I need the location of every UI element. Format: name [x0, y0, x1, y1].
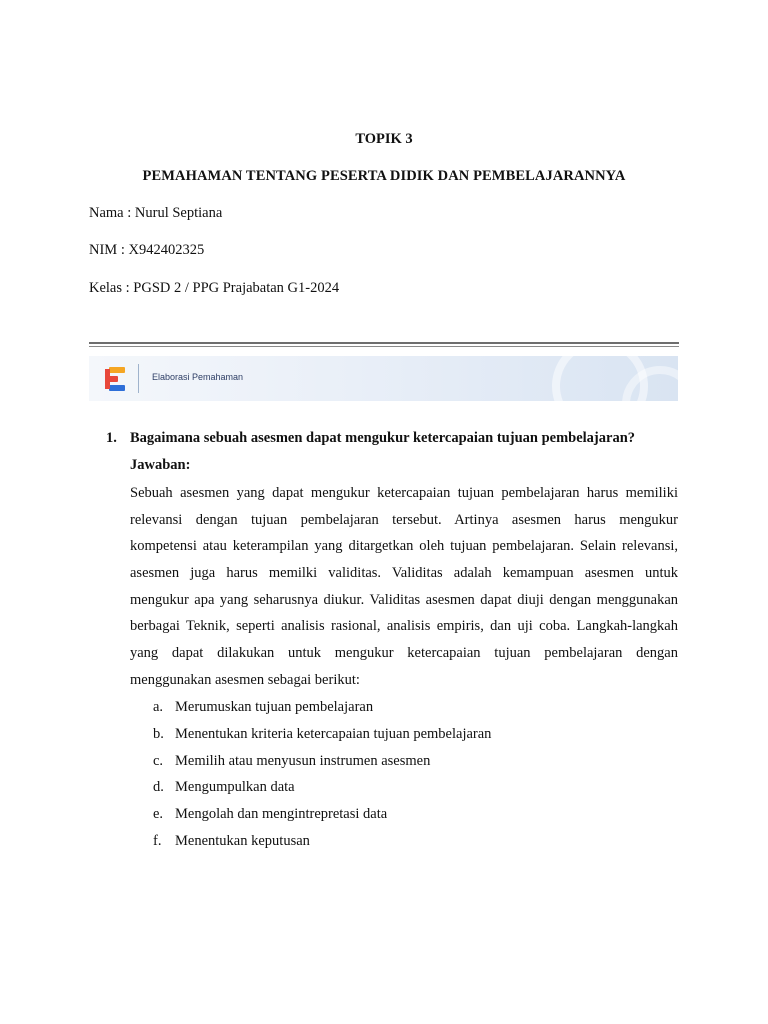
answer-line: berbagai Teknik, seperti analisis rasional, analisis empiris, dan uji coba. Langkah-langkah	[130, 618, 678, 635]
list-item	[153, 774, 491, 801]
steps-list	[153, 694, 491, 855]
question-number: 1.	[106, 430, 117, 446]
e-logo-icon	[105, 367, 125, 391]
list-item-text: Menentukan kriteria ketercapaian tujuan pembelajaran	[175, 725, 492, 742]
divider-thin	[89, 346, 679, 347]
answer-label: Jawaban:	[130, 457, 191, 473]
list-item-text: Merumuskan tujuan pembelajaran	[175, 699, 374, 715]
list-marker: b.	[153, 725, 164, 742]
list-item-text: Mengumpulkan data	[175, 779, 295, 796]
answer-line: asesmen juga harus memilki validitas. Validitas adalah kemampuan asesmen untuk	[130, 565, 678, 582]
student-name: Nama : Nurul Septiana	[89, 205, 223, 221]
student-class: Kelas : PGSD 2 / PPG Prajabatan G1-2024	[89, 280, 340, 296]
list-marker: e.	[153, 806, 164, 823]
student-nim: NIM : X942402325	[89, 242, 205, 258]
topic-subtitle: PEMAHAMAN TENTANG PESERTA DIDIK DAN PEMBELAJARANNYA	[142, 168, 626, 184]
answer-line: mengukur apa yang seharusnya diukur. Validitas asesmen dapat diuji dengan menggunakan	[130, 591, 678, 608]
banner-label: Elaborasi Pemahaman	[152, 372, 244, 382]
answer-line: Sebuah asesmen yang dapat mengukur ketercapaian tujuan pembelajaran harus memiliki	[130, 485, 678, 501]
section-banner	[89, 356, 678, 401]
question-text: Bagaimana sebuah asesmen dapat mengukur ketercapaian tujuan pembelajaran?	[130, 430, 636, 446]
list-item-text: Menentukan keputusan	[175, 832, 310, 849]
divider-thick	[89, 342, 679, 344]
list-marker: d.	[153, 779, 164, 796]
answer-line: relevansi dengan tujuan pembelajaran tersebut. Artinya asesmen harus mengukur	[130, 511, 678, 528]
list-item	[153, 748, 491, 775]
answer-line: kompetensi atau keterampilan yang ditargetkan oleh tujuan pembelajaran. Selain relevansi,	[130, 538, 678, 555]
answer-paragraph	[130, 480, 678, 694]
answer-line: menggunakan asesmen sebagai berikut:	[130, 671, 360, 688]
list-marker: c.	[153, 752, 164, 769]
list-marker: a.	[153, 699, 164, 715]
banner-separator	[138, 364, 139, 393]
list-item-text: Mengolah dan mengintrepretasi data	[175, 806, 388, 823]
list-marker: f.	[153, 832, 162, 849]
list-item	[153, 721, 491, 748]
answer-line: yang dapat dilakukan untuk mengukur ketercapaian tujuan pembelajaran dengan	[130, 645, 678, 662]
list-item	[153, 801, 491, 828]
list-item	[153, 694, 491, 721]
list-item-text: Memilih atau menyusun instrumen asesmen	[175, 752, 431, 769]
topic-title: TOPIK 3	[355, 131, 413, 147]
list-item	[153, 828, 491, 855]
